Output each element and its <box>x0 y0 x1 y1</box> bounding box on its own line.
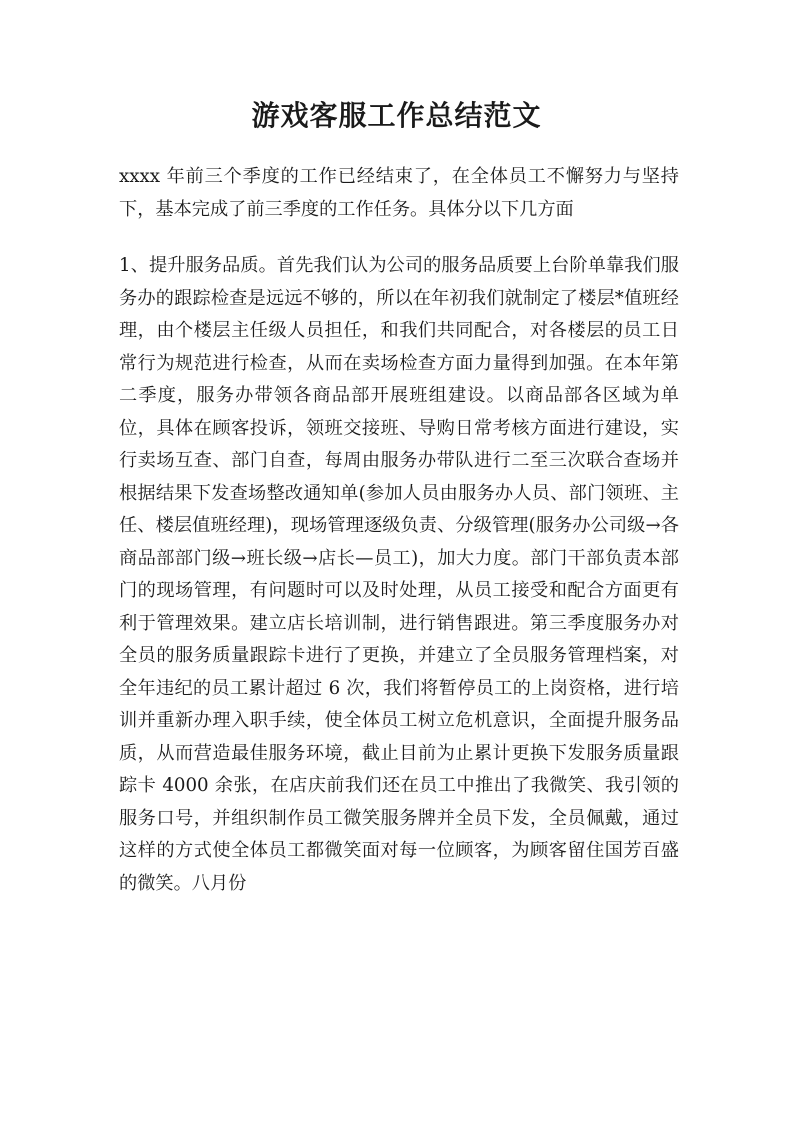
paragraph-intro: xxxx 年前三个季度的工作已经结束了，在全体员工不懈努力与坚持下，基本完成了前三季度的工作任务。具体分以下几方面 <box>119 166 679 220</box>
paragraph-service-quality: 1、提升服务品质。首先我们认为公司的服务品质要上台阶单靠我们服务办的跟踪检查是远远不够的，所以在年初我们就制定了楼层*值班经理，由个楼层主任级人员担任，和我们共同配合，对各楼层的员工日常行为规范进行检查，从而在卖场检查方面力量得到加强。在本年第二季度，服务办带领各商品部开展班组建设。以商品部各区域为单位，具体在顾客投诉，领班交接班、导购日常考核方面进行建设，实行卖场互查、部门自查，每周由服务办带队进行二至三次联合查场并根据结果下发查场整改通知单(参加人员由服务办人员、部门领班、主任、楼层值班经理)，现场管理逐级负责、分级管理(服务办公司级→各商品部部门级→班长级→店长—员工)，加大力度。部门干部负责本部门的现场管理，有问题时可以及时处理，从员工接受和配合方面更有利于管理效果。建立店长培训制，进行销售跟进。第三季度服务办对全员的服务质量跟踪卡进行了更换，并建立了全员服务管理档案，对全年违纪的员工累计超过 6 次，我们将暂停员工的上岗资格，进行培训并重新办理入职手续，使全体员工树立危机意识，全面提升服务品质，从而营造最佳服务环境，截止目前为止累计更换下发服务质量跟踪卡 4000 余张，在店庆前我们还在员工中推出了我微笑、我引领的服务口号，并组织制作员工微笑服务牌并全员下发，全员佩戴，通过这样的方式使全体员工都微笑面对每一位顾客，为顾客留住国芳百盛的微笑。八月份 <box>119 255 679 894</box>
document-title: 游戏客服工作总结范文 <box>251 99 542 132</box>
